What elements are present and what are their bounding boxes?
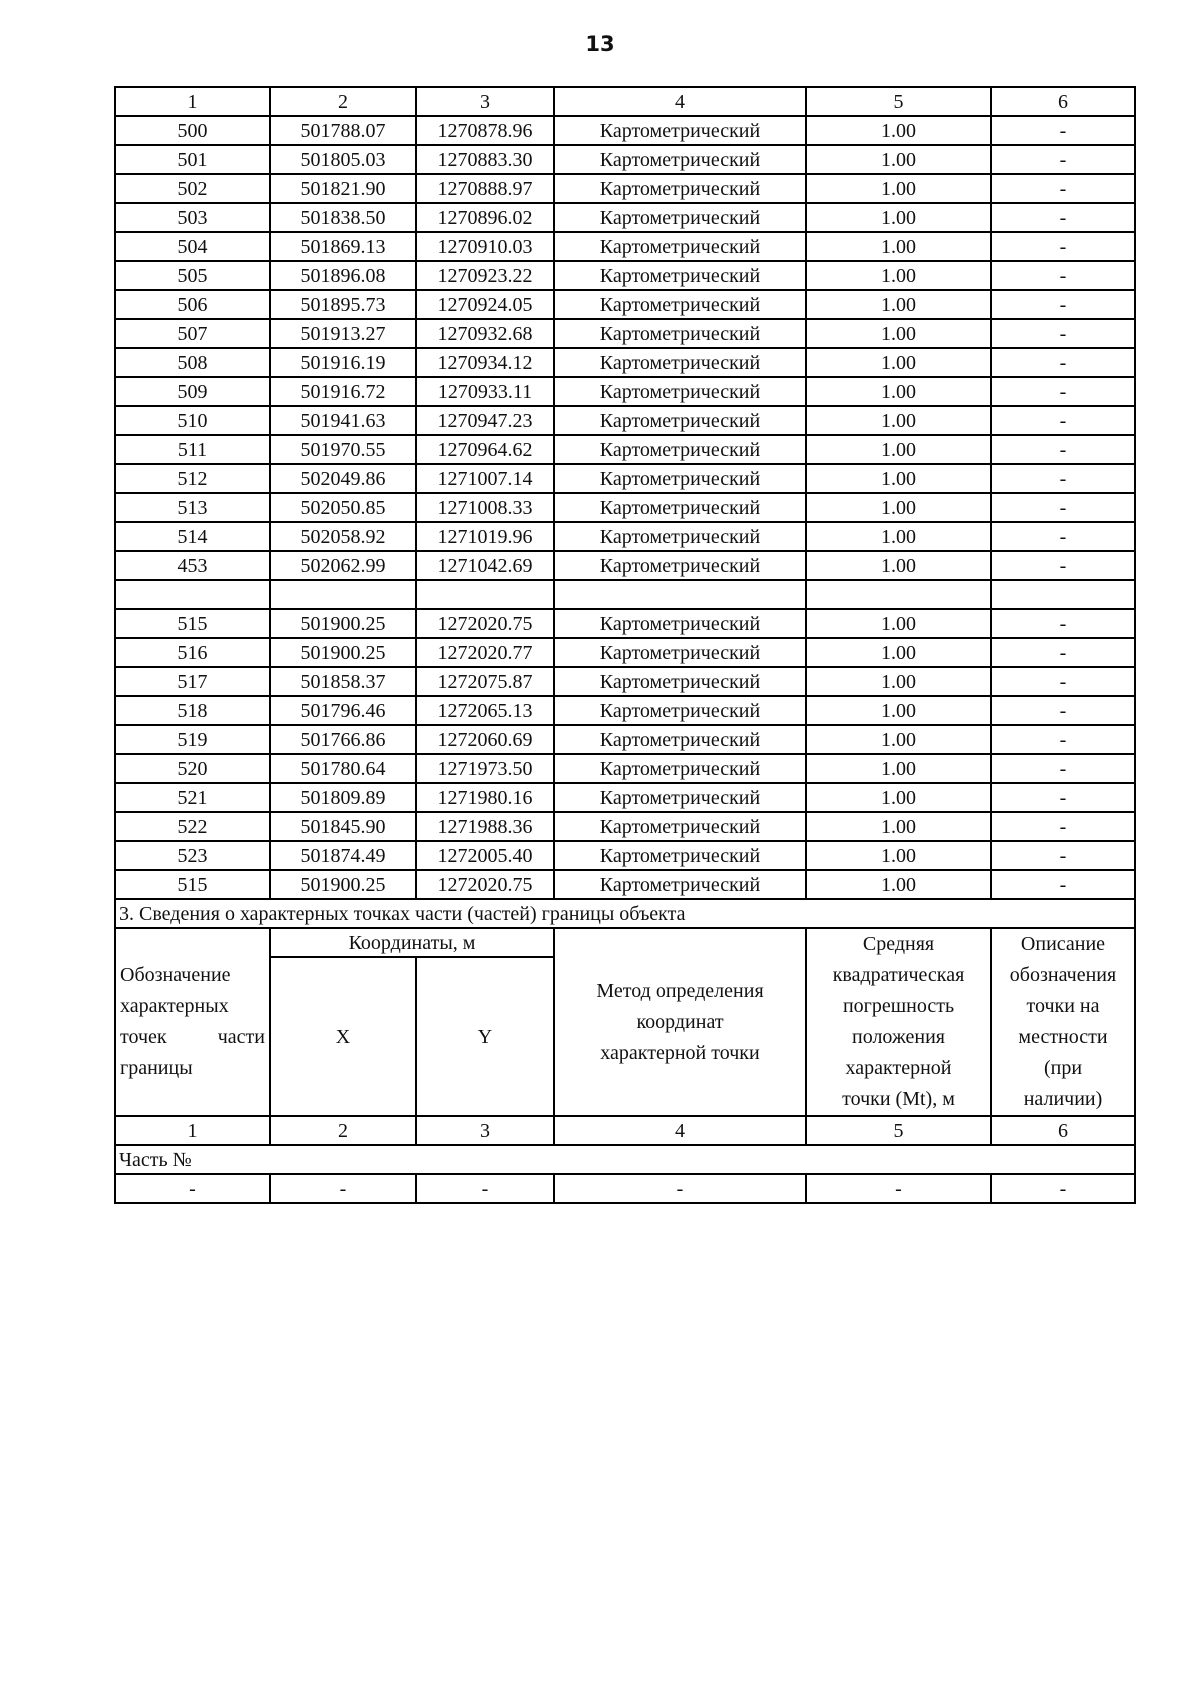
x-coord-cell: 501970.55: [270, 435, 416, 464]
table-row: [115, 638, 1135, 667]
empty-row: [115, 580, 1135, 609]
error-cell: 1.00: [806, 261, 991, 290]
part-label: Часть №: [115, 1145, 1135, 1174]
column-number-cell: 2: [270, 1116, 416, 1145]
x-coord-cell: 501916.72: [270, 377, 416, 406]
description-cell: -: [991, 435, 1135, 464]
error-cell: 1.00: [806, 870, 991, 899]
method-cell: Картометрический: [554, 870, 806, 899]
description-cell: -: [991, 783, 1135, 812]
y-coord-cell: 1270932.68: [416, 319, 554, 348]
error-cell: 1.00: [806, 232, 991, 261]
method-cell: Картометрический: [554, 435, 806, 464]
error-cell: -: [806, 1174, 991, 1203]
error-cell: 1.00: [806, 406, 991, 435]
y-coord-cell: 1270964.62: [416, 435, 554, 464]
column-number-cell: 1: [115, 87, 270, 116]
method-cell: Картометрический: [554, 261, 806, 290]
error-cell: 1.00: [806, 522, 991, 551]
empty-cell: [270, 580, 416, 609]
point-id-cell: 522: [115, 812, 270, 841]
point-id-cell: 514: [115, 522, 270, 551]
method-cell: Картометрический: [554, 812, 806, 841]
description-cell: -: [991, 464, 1135, 493]
table-row: [115, 435, 1135, 464]
method-cell: Картометрический: [554, 638, 806, 667]
error-cell: 1.00: [806, 174, 991, 203]
table-row: [115, 783, 1135, 812]
method-cell: Картометрический: [554, 290, 806, 319]
point-id-cell: 507: [115, 319, 270, 348]
error-cell: 1.00: [806, 783, 991, 812]
column-number-cell: 4: [554, 1116, 806, 1145]
column-number-cell: 5: [806, 1116, 991, 1145]
table-row: [115, 203, 1135, 232]
method-cell: Картометрический: [554, 145, 806, 174]
table-row: [115, 754, 1135, 783]
method-cell: Картометрический: [554, 377, 806, 406]
description-cell: -: [991, 377, 1135, 406]
description-cell: -: [991, 348, 1135, 377]
y-coord-cell: 1271008.33: [416, 493, 554, 522]
y-coord-cell: 1272060.69: [416, 725, 554, 754]
method-cell: Картометрический: [554, 319, 806, 348]
column-number-cell: 3: [416, 87, 554, 116]
point-id-cell: 515: [115, 609, 270, 638]
table-row: [115, 319, 1135, 348]
empty-cell: [991, 580, 1135, 609]
table-row: [115, 667, 1135, 696]
empty-cell: [554, 580, 806, 609]
table-row: [115, 696, 1135, 725]
point-id-cell: 515: [115, 870, 270, 899]
method-cell: Картометрический: [554, 667, 806, 696]
table-row: [115, 174, 1135, 203]
table-row: [115, 348, 1135, 377]
y-coord-cell: 1271988.36: [416, 812, 554, 841]
point-id-cell: -: [115, 1174, 270, 1203]
coordinates-table-body: [115, 87, 1135, 1203]
table-row: [115, 551, 1135, 580]
x-coord-cell: -: [270, 1174, 416, 1203]
header-mean-square-error: Средняя квадратическая погрешность положения характерной точки (Mt), м: [806, 928, 991, 1116]
header-coordinates: Координаты, м: [270, 928, 554, 957]
point-id-cell: 506: [115, 290, 270, 319]
x-coord-cell: 501869.13: [270, 232, 416, 261]
method-cell: Картометрический: [554, 783, 806, 812]
error-cell: 1.00: [806, 377, 991, 406]
y-coord-cell: 1272020.75: [416, 870, 554, 899]
point-id-cell: 518: [115, 696, 270, 725]
x-coord-cell: 501788.07: [270, 116, 416, 145]
method-cell: Картометрический: [554, 725, 806, 754]
y-coord-cell: 1272065.13: [416, 696, 554, 725]
description-cell: -: [991, 551, 1135, 580]
description-cell: -: [991, 638, 1135, 667]
page-number: 13: [585, 32, 615, 56]
y-coord-cell: 1272020.77: [416, 638, 554, 667]
header-description: Описание обозначения точки на местности (при наличии): [991, 928, 1135, 1116]
point-id-cell: 505: [115, 261, 270, 290]
method-cell: Картометрический: [554, 493, 806, 522]
error-cell: 1.00: [806, 203, 991, 232]
description-cell: -: [991, 667, 1135, 696]
error-cell: 1.00: [806, 464, 991, 493]
error-cell: 1.00: [806, 319, 991, 348]
method-cell: Картометрический: [554, 116, 806, 145]
x-coord-cell: 501858.37: [270, 667, 416, 696]
y-coord-cell: 1270883.30: [416, 145, 554, 174]
method-cell: Картометрический: [554, 754, 806, 783]
table-row: [115, 232, 1135, 261]
description-cell: -: [991, 493, 1135, 522]
method-cell: Картометрический: [554, 464, 806, 493]
table-row: [115, 464, 1135, 493]
point-id-cell: 502: [115, 174, 270, 203]
x-coord-cell: 501821.90: [270, 174, 416, 203]
table-row: [115, 493, 1135, 522]
point-id-cell: 517: [115, 667, 270, 696]
y-coord-cell: 1270947.23: [416, 406, 554, 435]
error-cell: 1.00: [806, 725, 991, 754]
section-title-row: [115, 899, 1135, 928]
x-coord-cell: 502058.92: [270, 522, 416, 551]
empty-cell: [806, 580, 991, 609]
y-coord-cell: 1271973.50: [416, 754, 554, 783]
error-cell: 1.00: [806, 696, 991, 725]
x-coord-cell: 502049.86: [270, 464, 416, 493]
error-cell: 1.00: [806, 435, 991, 464]
y-coord-cell: 1270910.03: [416, 232, 554, 261]
description-cell: -: [991, 841, 1135, 870]
description-cell: -: [991, 406, 1135, 435]
section-title: 3. Сведения о характерных точках части (частей) границы объекта: [115, 899, 1135, 928]
x-coord-cell: 501900.25: [270, 638, 416, 667]
table-row: [115, 609, 1135, 638]
x-coord-cell: 501805.03: [270, 145, 416, 174]
description-cell: -: [991, 203, 1135, 232]
point-id-cell: 504: [115, 232, 270, 261]
x-coord-cell: 501896.08: [270, 261, 416, 290]
y-coord-cell: 1270924.05: [416, 290, 554, 319]
description-cell: -: [991, 609, 1135, 638]
error-cell: 1.00: [806, 116, 991, 145]
x-coord-cell: 501766.86: [270, 725, 416, 754]
description-cell: -: [991, 725, 1135, 754]
point-id-cell: 516: [115, 638, 270, 667]
column-number-cell: 3: [416, 1116, 554, 1145]
y-coord-cell: 1271007.14: [416, 464, 554, 493]
method-cell: Картометрический: [554, 609, 806, 638]
point-id-cell: 503: [115, 203, 270, 232]
header-point-designation: Обозначение характерных точек части границы: [115, 928, 270, 1116]
column-number-cell: 2: [270, 87, 416, 116]
description-cell: -: [991, 696, 1135, 725]
error-cell: 1.00: [806, 609, 991, 638]
error-cell: 1.00: [806, 812, 991, 841]
point-id-cell: 513: [115, 493, 270, 522]
method-cell: Картометрический: [554, 203, 806, 232]
method-cell: Картометрический: [554, 696, 806, 725]
error-cell: 1.00: [806, 841, 991, 870]
column-number-cell: 5: [806, 87, 991, 116]
table-row: [115, 261, 1135, 290]
y-coord-cell: 1271019.96: [416, 522, 554, 551]
x-coord-cell: 501941.63: [270, 406, 416, 435]
description-cell: -: [991, 754, 1135, 783]
x-coord-cell: 501845.90: [270, 812, 416, 841]
point-id-cell: 508: [115, 348, 270, 377]
x-coord-cell: 501809.89: [270, 783, 416, 812]
y-coord-cell: -: [416, 1174, 554, 1203]
point-id-cell: 521: [115, 783, 270, 812]
description-cell: -: [991, 1174, 1135, 1203]
x-coord-cell: 501874.49: [270, 841, 416, 870]
method-cell: Картометрический: [554, 348, 806, 377]
x-coord-cell: 501913.27: [270, 319, 416, 348]
y-coord-cell: 1271042.69: [416, 551, 554, 580]
error-cell: 1.00: [806, 290, 991, 319]
y-coord-cell: 1270888.97: [416, 174, 554, 203]
part-label-row: [115, 1145, 1135, 1174]
part-row: [115, 1174, 1135, 1203]
x-coord-cell: 502050.85: [270, 493, 416, 522]
method-cell: Картометрический: [554, 174, 806, 203]
x-coord-cell: 501796.46: [270, 696, 416, 725]
point-id-cell: 501: [115, 145, 270, 174]
x-coord-cell: 501916.19: [270, 348, 416, 377]
method-cell: Картометрический: [554, 551, 806, 580]
method-cell: -: [554, 1174, 806, 1203]
point-id-cell: 511: [115, 435, 270, 464]
point-id-cell: 509: [115, 377, 270, 406]
description-cell: -: [991, 290, 1135, 319]
y-coord-cell: 1272075.87: [416, 667, 554, 696]
error-cell: 1.00: [806, 638, 991, 667]
column-number-row: [115, 87, 1135, 116]
error-cell: 1.00: [806, 551, 991, 580]
description-cell: -: [991, 870, 1135, 899]
point-id-cell: 500: [115, 116, 270, 145]
y-coord-cell: 1270896.02: [416, 203, 554, 232]
y-coord-cell: 1270934.12: [416, 348, 554, 377]
point-id-cell: 510: [115, 406, 270, 435]
table-row: [115, 841, 1135, 870]
header-x: X: [270, 957, 416, 1116]
x-coord-cell: 501838.50: [270, 203, 416, 232]
error-cell: 1.00: [806, 667, 991, 696]
description-cell: -: [991, 145, 1135, 174]
table-row: [115, 725, 1135, 754]
y-coord-cell: 1270933.11: [416, 377, 554, 406]
column-number-cell: 1: [115, 1116, 270, 1145]
point-id-cell: 523: [115, 841, 270, 870]
table-row: [115, 145, 1135, 174]
table-row: [115, 116, 1135, 145]
table-row: [115, 870, 1135, 899]
method-cell: Картометрический: [554, 522, 806, 551]
empty-cell: [416, 580, 554, 609]
column-number-cell: 6: [991, 87, 1135, 116]
description-cell: -: [991, 174, 1135, 203]
description-cell: -: [991, 261, 1135, 290]
column-number-cell: 4: [554, 87, 806, 116]
x-coord-cell: 501895.73: [270, 290, 416, 319]
table-row: [115, 406, 1135, 435]
coordinates-table: [114, 86, 1136, 1204]
point-id-cell: 519: [115, 725, 270, 754]
header-method: Метод определения координат характерной точки: [554, 928, 806, 1116]
table-row: [115, 522, 1135, 551]
y-coord-cell: 1271980.16: [416, 783, 554, 812]
x-coord-cell: 501900.25: [270, 870, 416, 899]
description-cell: -: [991, 319, 1135, 348]
method-cell: Картометрический: [554, 406, 806, 435]
x-coord-cell: 501900.25: [270, 609, 416, 638]
point-id-cell: 512: [115, 464, 270, 493]
description-cell: -: [991, 812, 1135, 841]
table-row: [115, 812, 1135, 841]
table-row: [115, 290, 1135, 319]
header-y: Y: [416, 957, 554, 1116]
y-coord-cell: 1272020.75: [416, 609, 554, 638]
method-cell: Картометрический: [554, 841, 806, 870]
error-cell: 1.00: [806, 493, 991, 522]
y-coord-cell: 1270878.96: [416, 116, 554, 145]
error-cell: 1.00: [806, 145, 991, 174]
table-row: [115, 377, 1135, 406]
point-id-cell: 520: [115, 754, 270, 783]
y-coord-cell: 1272005.40: [416, 841, 554, 870]
method-cell: Картометрический: [554, 232, 806, 261]
description-cell: -: [991, 116, 1135, 145]
x-coord-cell: 501780.64: [270, 754, 416, 783]
point-id-cell: 453: [115, 551, 270, 580]
section3-column-number-row: [115, 1116, 1135, 1145]
y-coord-cell: 1270923.22: [416, 261, 554, 290]
error-cell: 1.00: [806, 754, 991, 783]
section3-header-row: [115, 928, 1135, 957]
x-coord-cell: 502062.99: [270, 551, 416, 580]
description-cell: -: [991, 232, 1135, 261]
description-cell: -: [991, 522, 1135, 551]
column-number-cell: 6: [991, 1116, 1135, 1145]
empty-cell: [115, 580, 270, 609]
error-cell: 1.00: [806, 348, 991, 377]
